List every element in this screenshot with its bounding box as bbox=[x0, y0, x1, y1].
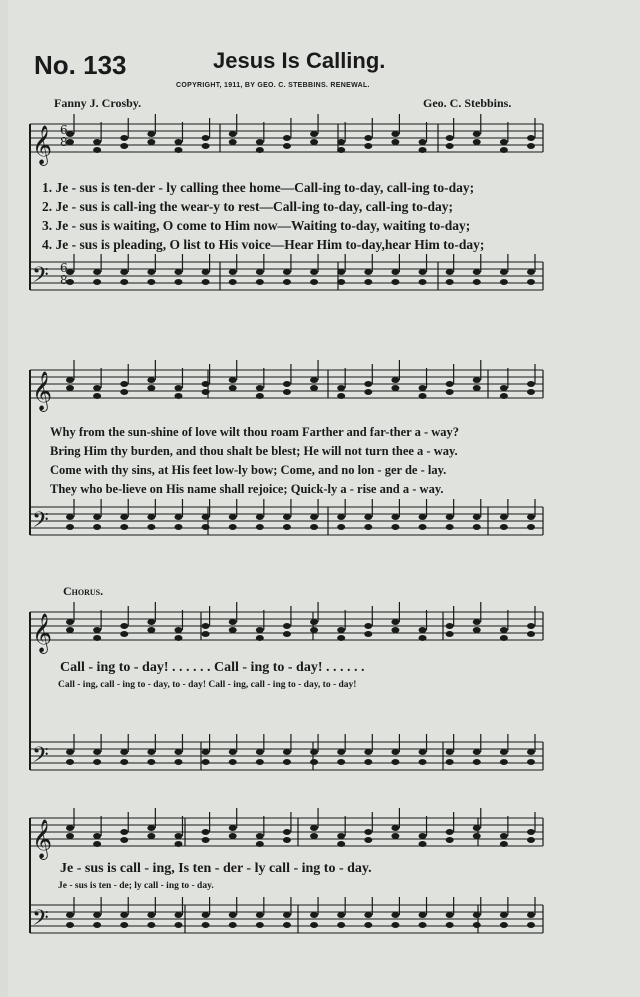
chorus-label: Chorus. bbox=[63, 584, 104, 598]
refrain-line-4: They who be-lieve on His name shall rejoice; Quick-ly a - rise and a - way. bbox=[50, 482, 444, 496]
svg-text:𝄢: 𝄢 bbox=[32, 743, 49, 773]
svg-text:8: 8 bbox=[60, 273, 68, 287]
music-notation bbox=[8, 0, 640, 997]
verse-line-3: 3. Je - sus is waiting, O come to Him now—Waiting to-day, waiting to-day; bbox=[42, 218, 471, 233]
chorus-lyric-1: Call - ing to - day! . . . . . . Call - ing to - day! . . . . . . bbox=[60, 660, 365, 675]
verse-line-4: 4. Je - sus is pleading, O list to His voice—Hear Him to-day,hear Him to-day; bbox=[42, 237, 485, 252]
refrain-line-1: Why from the sun-shine of love wilt thou roam Farther and far-ther a - way? bbox=[50, 425, 460, 439]
hymn-page bbox=[8, 0, 640, 997]
author-credit: Fanny J. Crosby. bbox=[54, 96, 142, 110]
refrain-line-3: Come with thy sins, at His feet low-ly bow; Come, and no lon - ger de - lay. bbox=[50, 463, 447, 477]
svg-text:𝄞: 𝄞 bbox=[32, 371, 53, 411]
svg-text:𝄞: 𝄞 bbox=[32, 125, 53, 165]
verse-line-1: 1. Je - sus is ten-der - ly calling thee home—Call-ing to-day, call-ing to-day; bbox=[42, 180, 475, 195]
hymn-number: No. 133 bbox=[34, 50, 127, 80]
svg-text:6: 6 bbox=[60, 123, 68, 137]
chorus-lyric-1-small: Call - ing, call - ing to - day, to - day! Call - ing, call - ing to - day, to - day! bbox=[58, 680, 357, 690]
verse-line-2: 2. Je - sus is call-ing the wear-y to rest—Call-ing to-day, call-ing to-day; bbox=[42, 199, 453, 214]
svg-text:𝄞: 𝄞 bbox=[32, 819, 53, 859]
svg-text:𝄢: 𝄢 bbox=[32, 263, 49, 293]
svg-text:𝄞: 𝄞 bbox=[32, 613, 53, 653]
refrain-line-2: Bring Him thy burden, and thou shalt be blest; He will not turn thee a - way. bbox=[50, 444, 458, 458]
svg-text:𝄢: 𝄢 bbox=[32, 906, 49, 936]
chorus-lyric-2-small: Je - sus is ten - de; ly call - ing to - day. bbox=[58, 881, 214, 891]
svg-text:𝄢: 𝄢 bbox=[32, 508, 49, 538]
hymn-title: Jesus Is Calling. bbox=[213, 48, 386, 73]
svg-text:6: 6 bbox=[60, 261, 68, 275]
composer-credit: Geo. C. Stebbins. bbox=[423, 96, 512, 110]
copyright-notice: COPYRIGHT, 1911, BY GEO. C. STEBBINS. RENEWAL. bbox=[176, 82, 370, 89]
svg-text:8: 8 bbox=[60, 135, 68, 149]
chorus-lyric-2: Je - sus is call - ing, Is ten - der - ly call - ing to - day. bbox=[60, 861, 372, 876]
